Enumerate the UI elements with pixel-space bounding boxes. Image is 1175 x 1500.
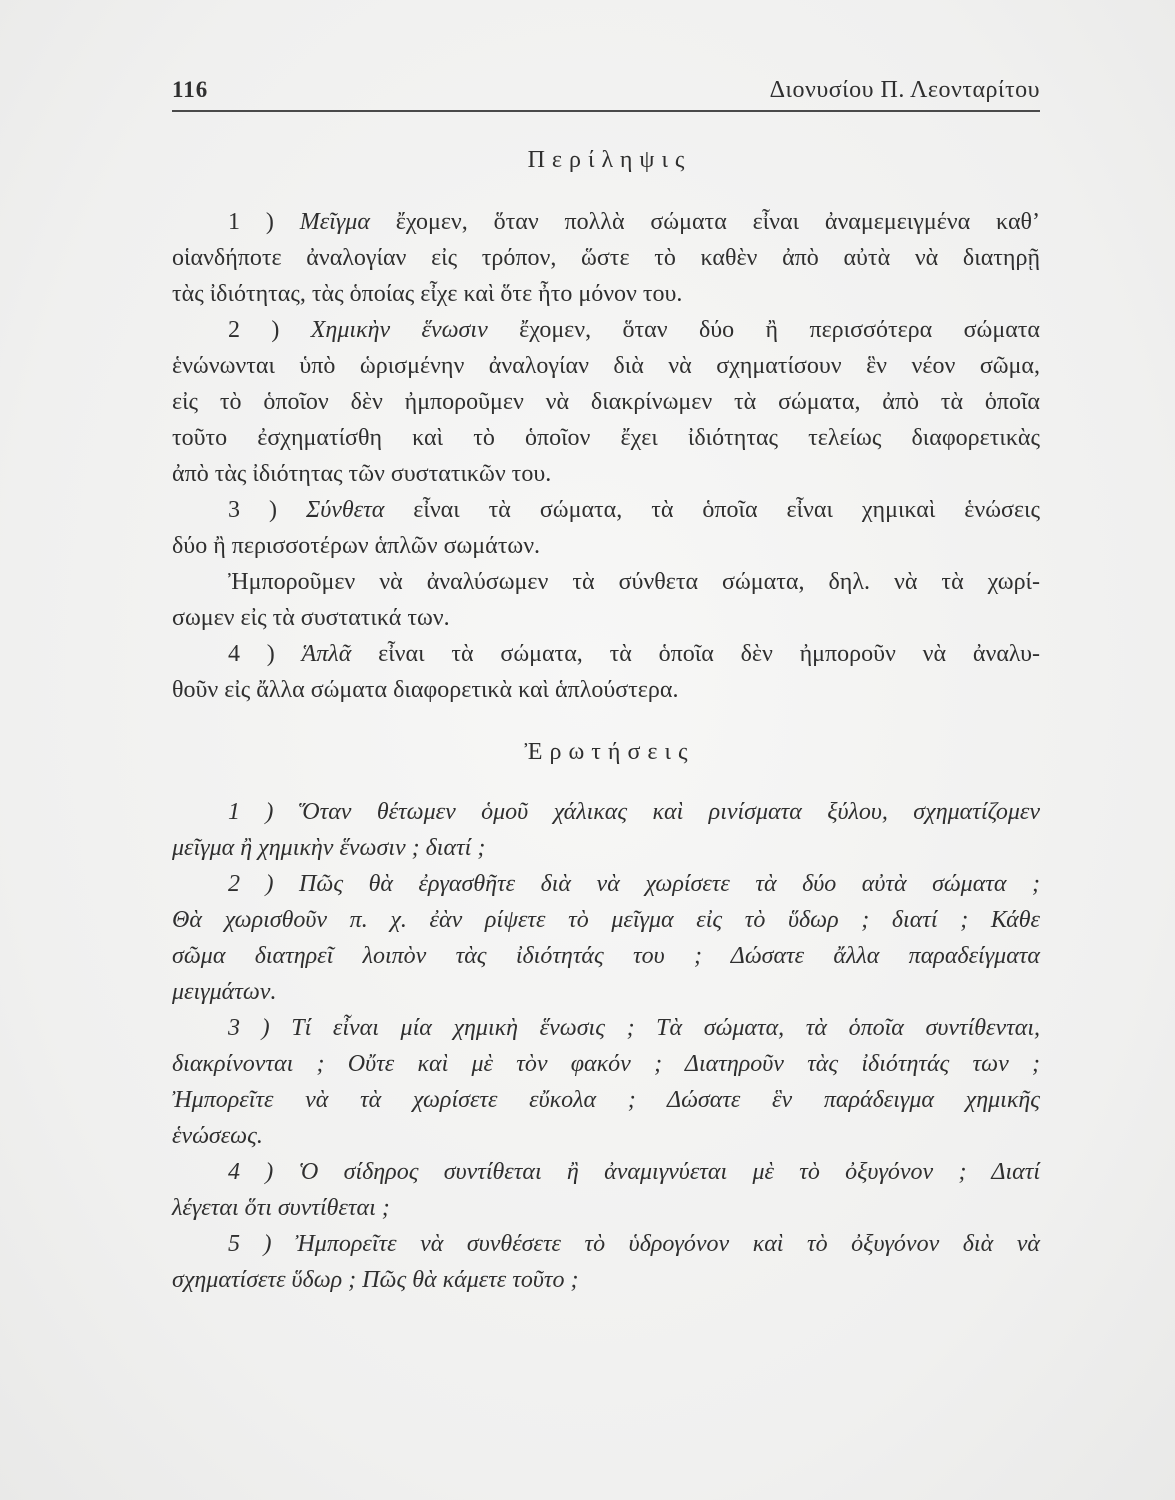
text-line: οἱανδήποτε ἀναλογίαν εἰς τρόπον, ὥστε τὸ καθὲν ἀπὸ αὐτὰ νὰ διατηρῇ [172,245,1040,271]
question-item [172,1226,1040,1298]
text-line: μεῖγμα ἢ χημικὴν ἕνωσιν ; διατί ; [172,835,486,861]
questions-section [172,794,1040,1298]
text-line: σχηματίσετε ὕδωρ ; Πῶς θὰ κάμετε τοῦτο ; [172,1267,579,1293]
text-line: εἰς τὸ ὁποῖον δὲν ἠμποροῦμεν νὰ διακρίνωμεν τὰ σώματα, ἀπὸ τὰ ὁποῖα [172,389,1040,415]
item-number: 3 ) [228,497,277,523]
text-line: τὰς ἰδιότητας, τὰς ὁποίας εἶχε καὶ ὅτε ἦτο μόνον του. [172,281,683,307]
running-title: Διονυσίου Π. Λεονταρίτου [769,76,1040,103]
summary-item [172,204,1040,312]
text-line: σωμεν εἰς τὰ συστατικά των. [172,605,450,631]
text-line [172,204,1040,240]
summary-item [172,492,1040,564]
text-line [172,636,1040,672]
line-text: Τί εἶναι μία χημικὴ ἕνωσις ; Τὰ σώματα, τὰ ὁποῖα συντίθενται, [291,1015,1040,1041]
text-line: θοῦν εἰς ἄλλα σώματα διαφορετικὰ καὶ ἁπλούστερα. [172,677,679,703]
question-number: 5 ) [228,1231,272,1257]
item-number: 1 ) [228,209,274,235]
question-item [172,1154,1040,1226]
question-item [172,794,1040,866]
text-line: Ἠμποροῦμεν νὰ ἀναλύσωμεν τὰ σύνθετα σώματα, δηλ. νὰ τὰ χωρί- [228,569,1040,595]
line-text: εἶναι τὰ σώματα, τὰ ὁποῖα εἶναι χημικαὶ ἑνώσεις [413,497,1041,523]
text-line: σῶμα διατηρεῖ λοιπὸν τὰς ἰδιότητάς του ; Δώσατε ἄλλα παραδείγματα [172,943,1040,969]
text-line: διακρίνονται ; Οὔτε καὶ μὲ τὸν φακόν ; Διατηροῦν τὰς ἰδιότητάς των ; [172,1051,1040,1077]
text-line [172,794,1040,830]
question-number: 1 ) [228,799,274,825]
running-header [172,70,1040,112]
question-number: 2 ) [228,871,274,897]
summary-item [172,636,1040,708]
text-line: Θὰ χωρισθοῦν π. χ. ἐὰν ρίψετε τὸ μεῖγμα εἰς τὸ ὕδωρ ; διατί ; Κάθε [172,907,1040,933]
summary-heading: Περίληψις [527,147,692,173]
defined-term: Ἁπλᾶ [301,641,352,667]
line-text: Πῶς θὰ ἐργασθῆτε διὰ νὰ χωρίσετε τὰ δύο αὐτὰ σώματα ; [299,871,1041,897]
summary-item [172,312,1040,492]
text-line [172,1154,1040,1190]
text-line [172,312,1040,348]
text-line: ἑνώσεως. [172,1123,263,1149]
text-line: δύο ἢ περισσοτέρων ἁπλῶν σωμάτων. [172,533,541,559]
line-text: ἔχομεν, ὅταν πολλὰ σώματα εἶναι ἀναμεμειγμένα καθ’ [395,209,1041,235]
line-text: εἶναι τὰ σώματα, τὰ ὁποῖα δὲν ἠμποροῦν νὰ ἀναλυ- [378,641,1041,667]
question-item [172,866,1040,1010]
line-text: Ὁ σίδηρος συντίθεται ἢ ἀναμιγνύεται μὲ τὸ ὀξυγόνον ; Διατί [298,1159,1040,1185]
summary-note [172,564,1040,636]
question-number: 4 ) [228,1159,274,1185]
question-number: 3 ) [228,1015,270,1041]
page-number: 116 [172,77,209,102]
text-line: λέγεται ὅτι συντίθεται ; [172,1195,390,1221]
line-text: Ἠμπορεῖτε νὰ συνθέσετε τὸ ὑδρογόνον καὶ τὸ ὀξυγόνον διὰ νὰ [295,1231,1041,1257]
text-line: Ἠμπορεῖτε νὰ τὰ χωρίσετε εὔκολα ; Δώσατε ἓν παράδειγμα χημικῆς [172,1087,1040,1113]
question-item [172,1010,1040,1154]
text-line: μειγμάτων. [172,979,277,1005]
defined-term: Σύνθετα [305,497,385,523]
line-text: Ὅταν θέτωμεν ὁμοῦ χάλικας καὶ ρινίσματα ξύλου, σχηματίζομεν [298,799,1040,825]
text-line: ἑνώνωνται ὑπὸ ὡρισμένην ἀναλογίαν διὰ νὰ σχηματίσουν ἓν νέον σῶμα, [172,353,1040,379]
questions-heading: Ἐρωτήσεις [524,739,695,765]
text-line [172,1226,1040,1262]
defined-term: Μεῖγμα [299,209,370,235]
text-line: τοῦτο ἐσχηματίσθη καὶ τὸ ὁποῖον ἔχει ἰδιότητας τελείως διαφορετικὰς [172,425,1040,451]
item-number: 4 ) [228,641,275,667]
text-line [172,866,1040,902]
text-line [172,492,1040,528]
line-text: ἔχομεν, ὅταν δύο ἢ περισσότερα σώματα [519,317,1041,343]
text-line: ἀπὸ τὰς ἰδιότητας τῶν συστατικῶν του. [172,461,552,487]
summary-section [172,204,1040,708]
text-line [172,1010,1040,1046]
item-number: 2 ) [228,317,280,343]
defined-term: Χημικὴν ἕνωσιν [310,317,488,343]
